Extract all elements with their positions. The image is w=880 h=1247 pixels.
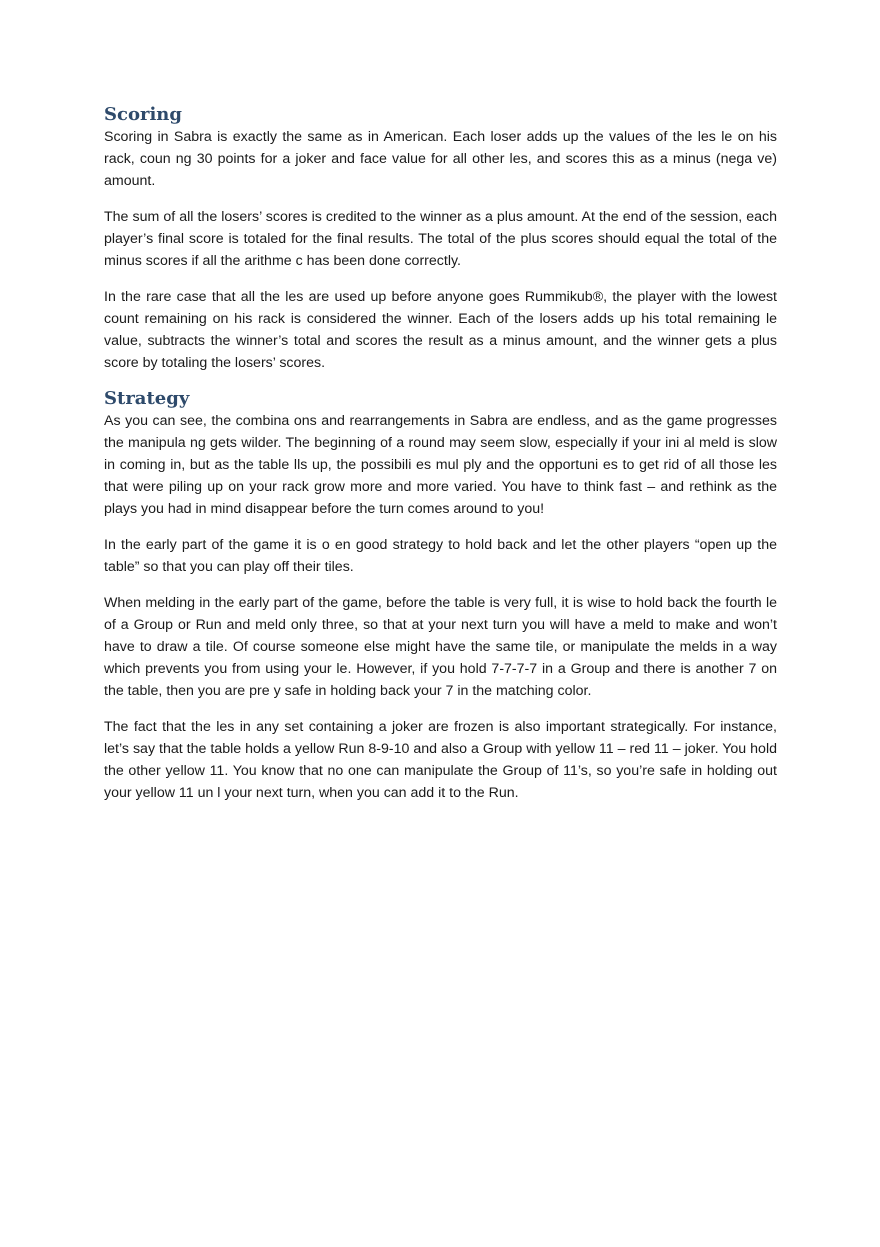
strategy-paragraph-4: The fact that the les in any set containing a joker are frozen is also important strategically. For instance, let’s say that the table holds a yellow Run 8-9-10 and also a Group with yellow 11 – red 11 – joker. You hold the other yellow 11. You know that no one can manipulate the Group of 11’s, so you’re safe in holding out your yellow 11 un l your next turn, when you can add it to the Run. (104, 719, 777, 801)
scoring-paragraph-1: Scoring in Sabra is exactly the same as in American. Each loser adds up the values of the les le on his rack, coun ng 30 points for a joker and face value for all other les, and scores this as a minus (nega ve) amount. (104, 129, 777, 189)
document-page (104, 104, 777, 804)
scoring-paragraph-3: In the rare case that all the les are used up before anyone goes Rummikub®, the player with the lowest count remaining on his rack is considered the winner. Each of the losers adds up his total remaining le value, subtracts the winner’s total and scores the result as a minus amount, and the winner gets a plus score by totaling the losers’ scores. (104, 289, 777, 371)
strategy-paragraph-3: When melding in the early part of the game, before the table is very full, it is wise to hold back the fourth le of a Group or Run and meld only three, so that at your next turn you will have a meld to make and won’t have to draw a tile. Of course someone else might have the same tile, or manipulate the melds in a way which prevents you from using your le. However, if you hold 7-7-7-7 in a Group and there is another 7 on the table, then you are pre y safe in holding back your 7 in the matching color. (104, 595, 777, 699)
section-heading-strategy: Strategy (104, 388, 190, 409)
strategy-paragraph-1: As you can see, the combina ons and rearrangements in Sabra are endless, and as the game progresses the manipula ng gets wilder. The beginning of a round may seem slow, especially if your ini al meld is slow in coming in, but as the table lls up, the possibili es mul ply and the opportuni es to get rid of all those les that were piling up on your rack grow more and more varied. You have to think fast – and rethink as the plays you had in mind disappear before the turn comes around to you! (104, 413, 777, 517)
section-heading-scoring: Scoring (104, 104, 182, 125)
strategy-paragraph-2: In the early part of the game it is o en good strategy to hold back and let the other players “open up the table” so that you can play off their tiles. (104, 537, 777, 575)
scoring-paragraph-2: The sum of all the losers’ scores is credited to the winner as a plus amount. At the end of the session, each player’s final score is totaled for the final results. The total of the plus scores should equal the total of the minus scores if all the arithme c has been done correctly. (104, 209, 777, 269)
